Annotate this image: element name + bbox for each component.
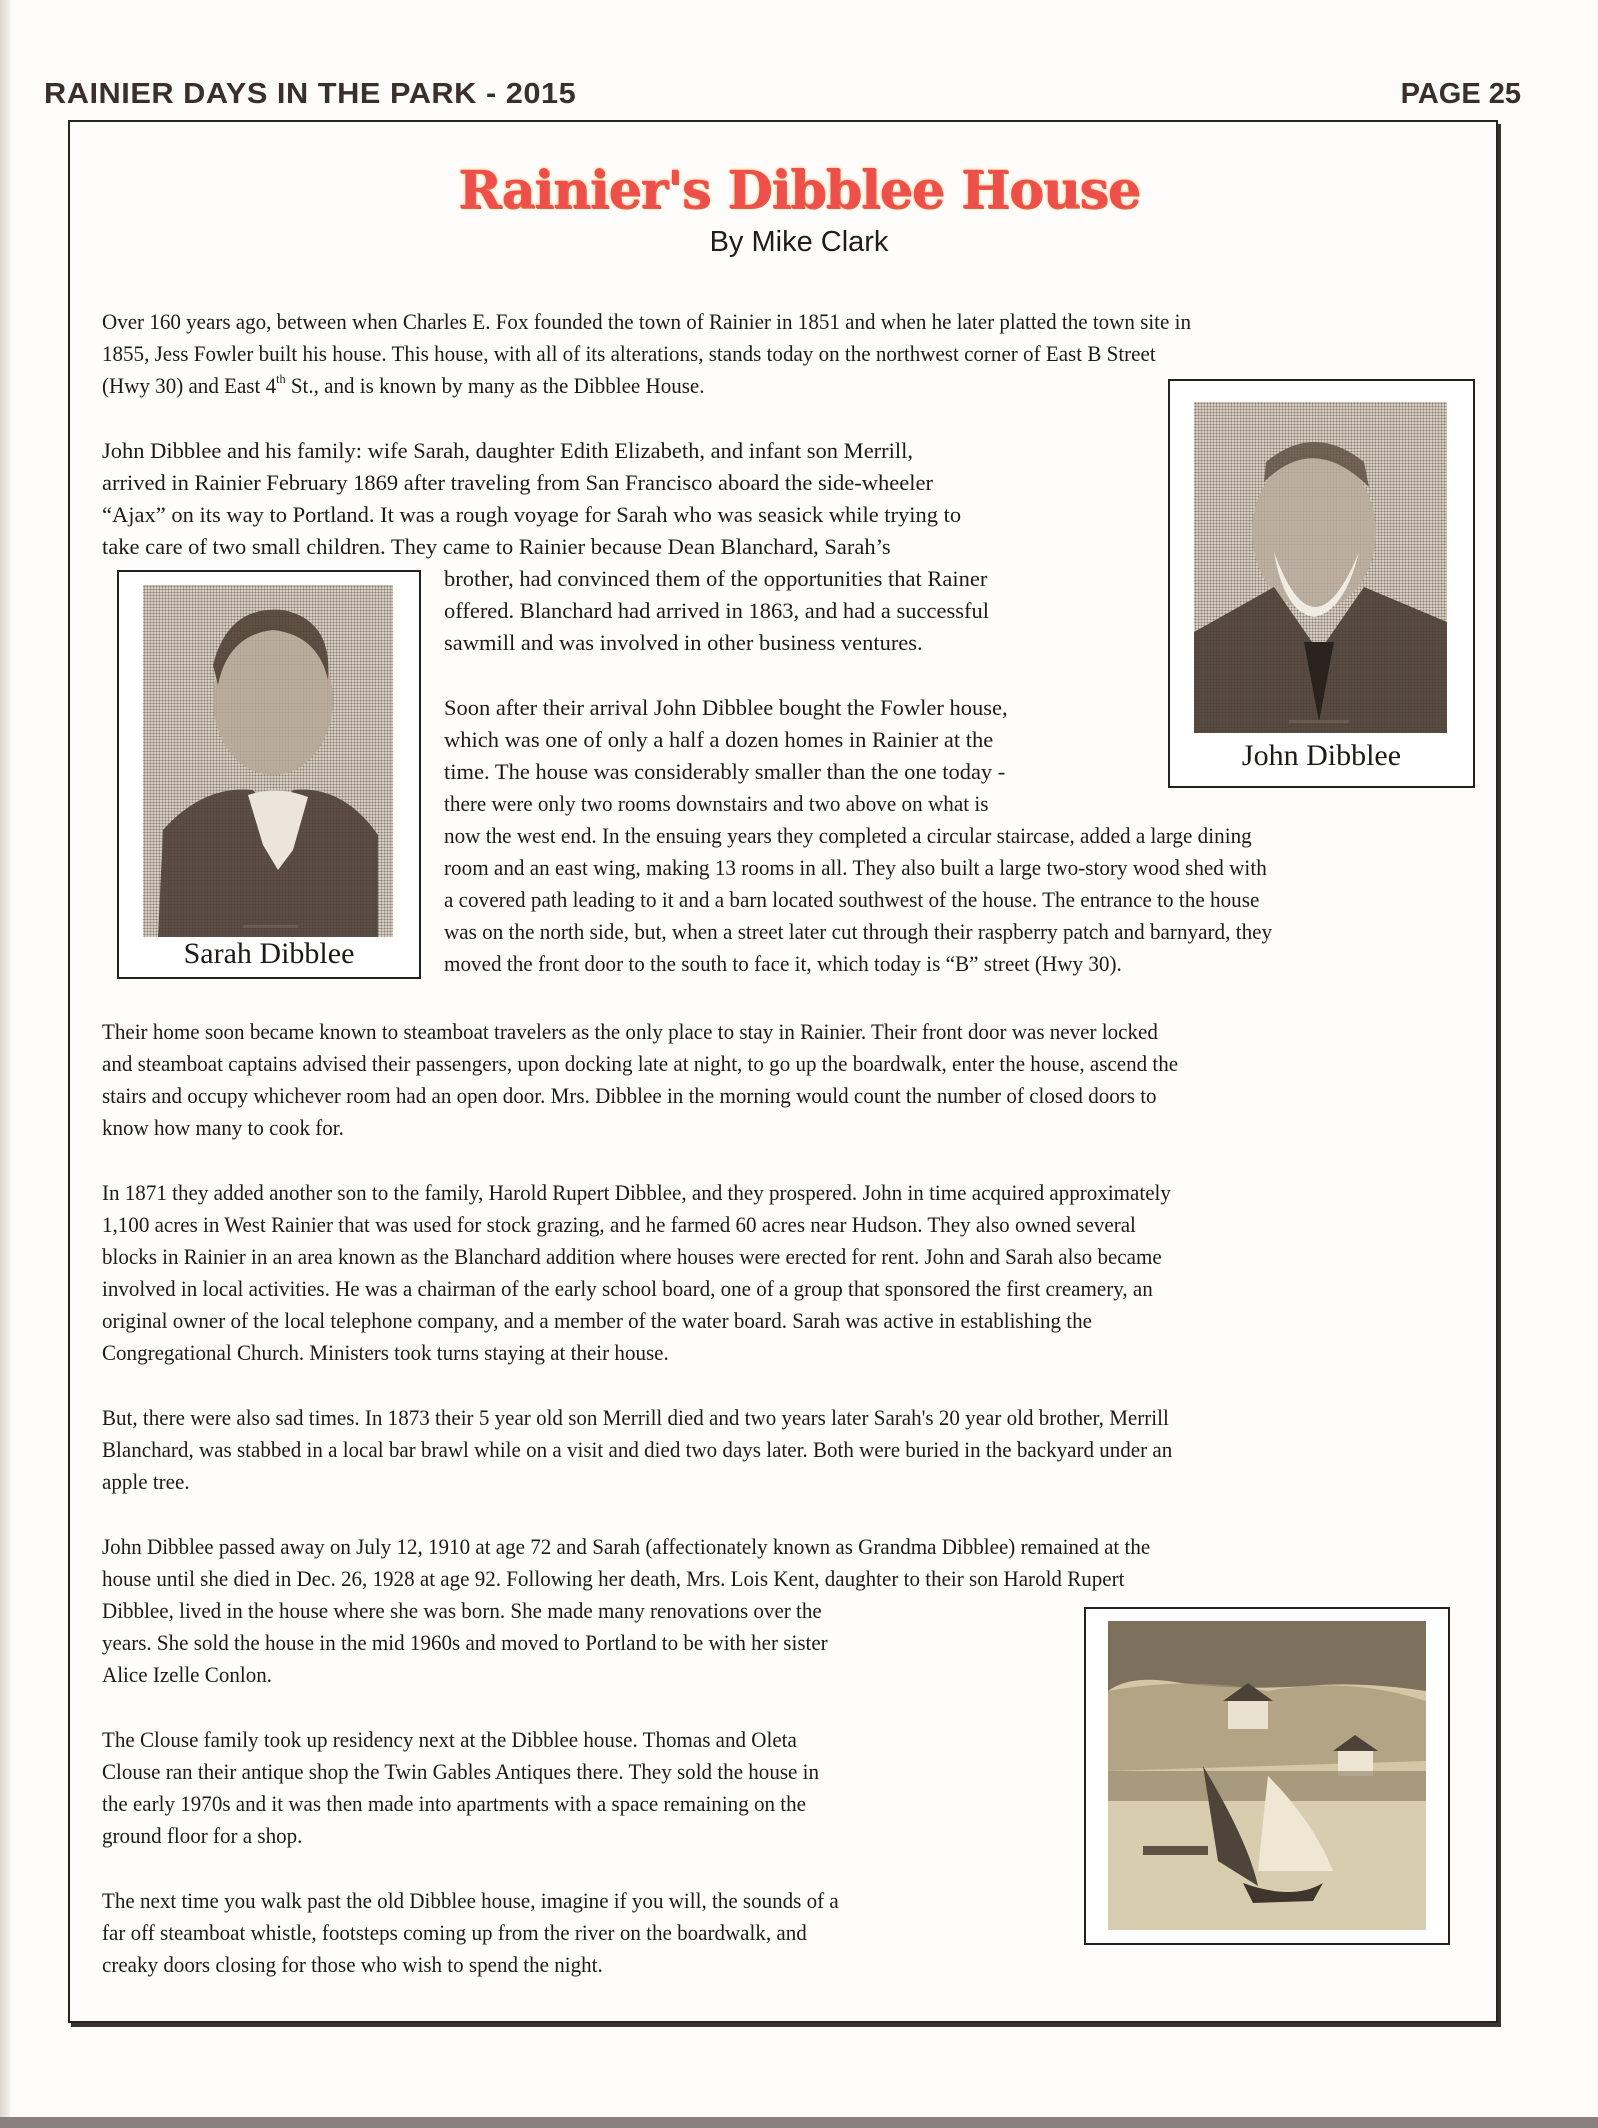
portrait-man-icon (1194, 402, 1447, 733)
text-line: now the west end. In the ensuing years they completed a circular staircase, added a large dining (444, 823, 1252, 848)
text-fragment: St., and is known by many as the Dibblee House. (285, 373, 705, 398)
publication-header: RAINIER DAYS IN THE PARK - 2015 (44, 78, 577, 110)
text-line: apple tree. (102, 1469, 190, 1494)
text-line: 1855, Jess Fowler built his house. This house, with all of its alterations, stands today on the northwest corner of East B Street (102, 341, 1156, 366)
text-line (102, 370, 705, 402)
superscript: th (276, 371, 286, 386)
sailboat-town-illustration-icon (1108, 1621, 1426, 1930)
text-line: involved in local activities. He was a chairman of the early school board, one of a group that sponsored the first creamery, an (102, 1276, 1153, 1301)
text-line: John Dibblee and his family: wife Sarah, daughter Edith Elizabeth, and infant son Merrill, (102, 438, 914, 463)
illustration-image (1108, 1621, 1426, 1930)
portrait-woman-icon (143, 585, 393, 937)
text-line: years. She sold the house in the mid 1960s and moved to Portland to be with her sister (102, 1630, 828, 1655)
text-line: time. The house was considerably smaller than the one today - (444, 759, 1006, 784)
text-line: ground floor for a shop. (102, 1823, 303, 1848)
text-line: Dibblee, lived in the house where she was born. She made many renovations over the (102, 1598, 822, 1623)
text-line: creaky doors closing for those who wish to spend the night. (102, 1952, 603, 1977)
text-line: the early 1970s and it was then made into apartments with a space remaining on the (102, 1791, 806, 1816)
page-scan-edge (0, 0, 10, 2128)
article-title: Rainier's Dibblee House (458, 160, 1140, 221)
text-line: Blanchard, was stabbed in a local bar brawl while on a visit and died two days later. Both were buried in the backyard under an (102, 1437, 1173, 1462)
portrait-image (143, 585, 393, 937)
text-line: brother, had convinced them of the opportunities that Rainer (444, 566, 988, 591)
text-line: The next time you walk past the old Dibblee house, imagine if you will, the sounds of a (102, 1888, 839, 1913)
article-byline: By Mike Clark (709, 226, 889, 258)
text-line: know how many to cook for. (102, 1115, 344, 1140)
text-line: arrived in Rainier February 1869 after traveling from San Francisco aboard the side-wheeler (102, 470, 933, 495)
photo-rainier-waterfront (1084, 1607, 1450, 1945)
photo-caption: John Dibblee (1241, 739, 1402, 772)
text-line: “Ajax” on its way to Portland. It was a rough voyage for Sarah who was seasick while trying to (102, 502, 962, 527)
text-line: But, there were also sad times. In 1873 their 5 year old son Merrill died and two years later Sarah's 20 year old brother, Merrill (102, 1405, 1169, 1430)
text-line: room and an east wing, making 13 rooms in all. They also built a large two-story wood shed with (444, 855, 1267, 880)
text-line: which was one of only a half a dozen homes in Rainier at the (444, 727, 994, 752)
portrait-image (1194, 402, 1447, 733)
text-line: sawmill and was involved in other business ventures. (444, 630, 923, 655)
photo-caption: Sarah Dibblee (183, 937, 355, 970)
page-number: PAGE 25 (1400, 78, 1521, 110)
text-line: stairs and occupy whichever room had an open door. Mrs. Dibblee in the morning would count the number of closed doors to (102, 1083, 1157, 1108)
text-line: Congregational Church. Ministers took turns staying at their house. (102, 1340, 669, 1365)
text-line: Alice Izelle Conlon. (102, 1662, 273, 1687)
photo-john-dibblee (1168, 379, 1475, 788)
text-line: Clouse ran their antique shop the Twin Gables Antiques there. They sold the house in (102, 1759, 819, 1784)
text-line: original owner of the local telephone company, and a member of the water board. Sarah was active in establishing the (102, 1308, 1092, 1333)
text-line: moved the front door to the south to face it, which today is “B” street (Hwy 30). (444, 951, 1122, 976)
text-line: In 1871 they added another son to the family, Harold Rupert Dibblee, and they prospered. John in time acquired approximately (102, 1180, 1171, 1205)
text-line: house until she died in Dec. 26, 1928 at age 92. Following her death, Mrs. Lois Kent, daughter to their son Harold Rupert (102, 1566, 1125, 1591)
text-line: was on the north side, but, when a street later cut through their raspberry patch and barnyard, they (444, 919, 1273, 944)
text-line: a covered path leading to it and a barn located southwest of the house. The entrance to the house (444, 887, 1260, 912)
text-line: take care of two small children. They came to Rainier because Dean Blanchard, Sarah’s (102, 534, 891, 559)
text-line: there were only two rooms downstairs and two above on what is (444, 791, 989, 816)
text-line: Soon after their arrival John Dibblee bought the Fowler house, (444, 695, 1008, 720)
page-scan-edge-bottom (0, 2117, 1598, 2128)
photo-sarah-dibblee (117, 570, 421, 979)
text-line: offered. Blanchard had arrived in 1863, and had a successful (444, 598, 990, 623)
text-line: blocks in Rainier in an area known as the Blanchard addition where houses were erected for rent. John and Sarah also became (102, 1244, 1162, 1269)
text-line: 1,100 acres in West Rainier that was used for stock grazing, and he farmed 60 acres near Hudson. They also owned several (102, 1212, 1136, 1237)
text-line: Over 160 years ago, between when Charles E. Fox founded the town of Rainier in 1851 and when he later platted the town site in (102, 309, 1191, 334)
text-line: John Dibblee passed away on July 12, 1910 at age 72 and Sarah (affectionately known as Grandma Dibblee) remained at the (102, 1534, 1151, 1559)
text-line: and steamboat captains advised their passengers, upon docking late at night, to go up the boardwalk, enter the house, ascend the (102, 1051, 1179, 1076)
text-fragment: (Hwy 30) and East 4 (102, 373, 277, 398)
text-line: Their home soon became known to steamboat travelers as the only place to stay in Rainier. Their front door was never locked (102, 1019, 1158, 1044)
text-line: The Clouse family took up residency next at the Dibblee house. Thomas and Oleta (102, 1727, 797, 1752)
text-line: far off steamboat whistle, footsteps coming up from the river on the boardwalk, and (102, 1920, 807, 1945)
